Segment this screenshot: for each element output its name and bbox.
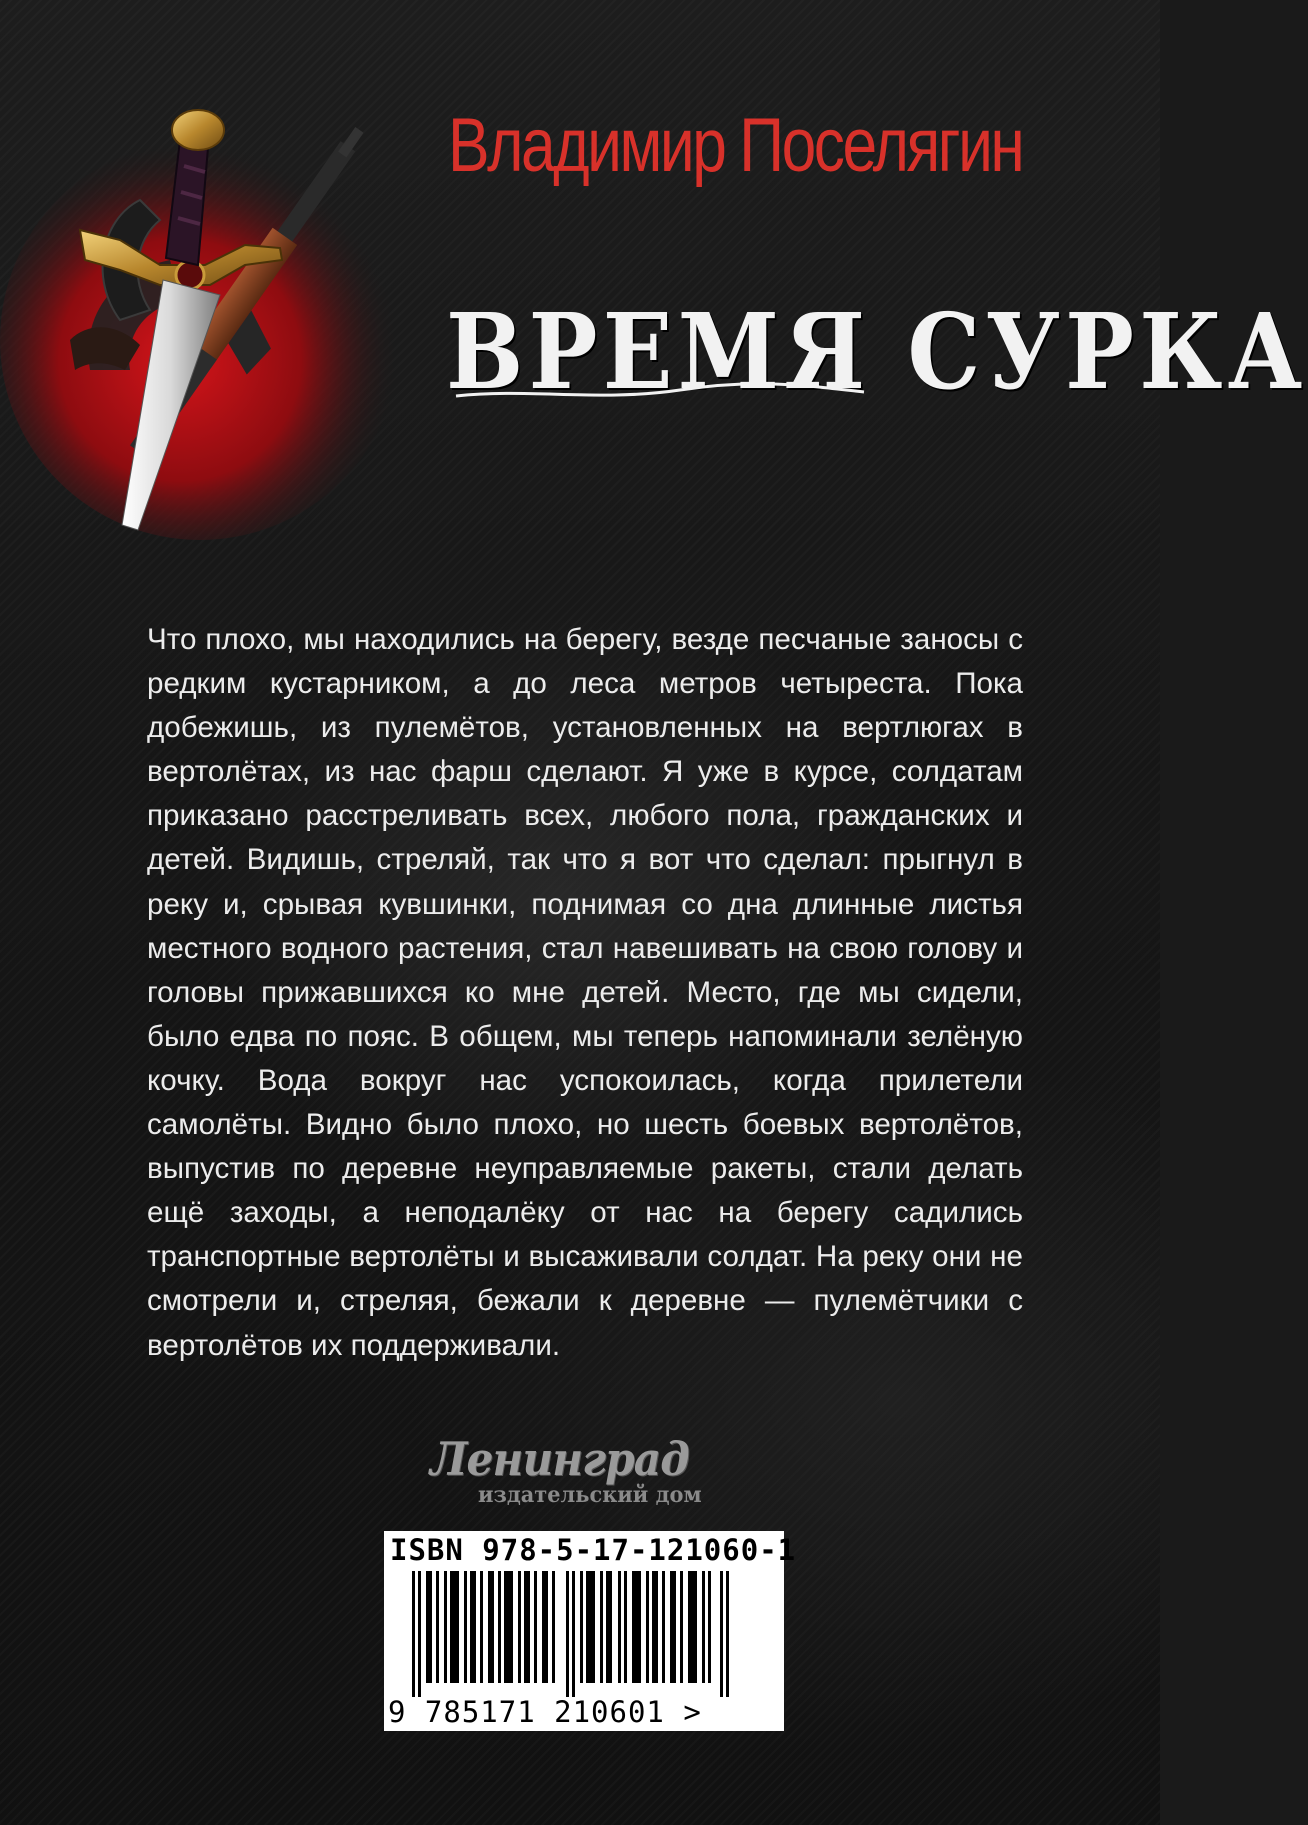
isbn-barcode — [384, 1531, 797, 1731]
author-name: Владимир Поселягин — [448, 103, 1023, 188]
publisher-logo — [430, 1432, 740, 1532]
publisher-subtitle: издательский дом — [478, 1482, 702, 1508]
dagger-rifle-emblem-icon — [30, 70, 410, 550]
isbn-label: ISBN 978-5-17-121060-1 — [390, 1533, 797, 1567]
blurb-paragraph: Что плохо, мы находились на берегу, везде песчаные заносы с редким кустарником, а до леса метров четыреста. Пока добежишь, из пулемётов, установленных на вертлюгах в вертолётах, из нас фарш сделают. Я уже в курсе, солдатам приказано расстреливать всех, любого пола, гражданских и детей. Видишь, стреляй, так что я вот что сделал: прыгнул в реку и, срывая кувшинки, поднимая со дна длинные листья местного водного растения, стал навешивать на свою голову и головы прижавшихся ко мне детей. Место, где мы сидели, было едва по пояс. В общем, мы теперь напоминали зелёную кочку. Вода вокруг нас успокоилась, когда прилетели самолёты. Видно было плохо, но шесть боевых вертолётов, выпустив по деревне неуправляемые ракеты, стали делать ещё заходы, а неподалёку от нас на берегу садились транспортные вертолёты и высаживали солдат. На реку они не смотрели и, стреляя, бежали к деревне — пулемётчики с вертолётов их поддерживали. — [147, 623, 1023, 1362]
title-scratch-decoration — [450, 378, 870, 408]
publisher-name: Ленинград — [430, 1432, 689, 1486]
barcode-icon — [390, 1571, 760, 1697]
book-title: ВРЕМЯ СУРКА — [446, 290, 1308, 413]
blurb-text — [147, 618, 1023, 1368]
ean-digits: 9 785171 210601 > — [388, 1695, 702, 1729]
